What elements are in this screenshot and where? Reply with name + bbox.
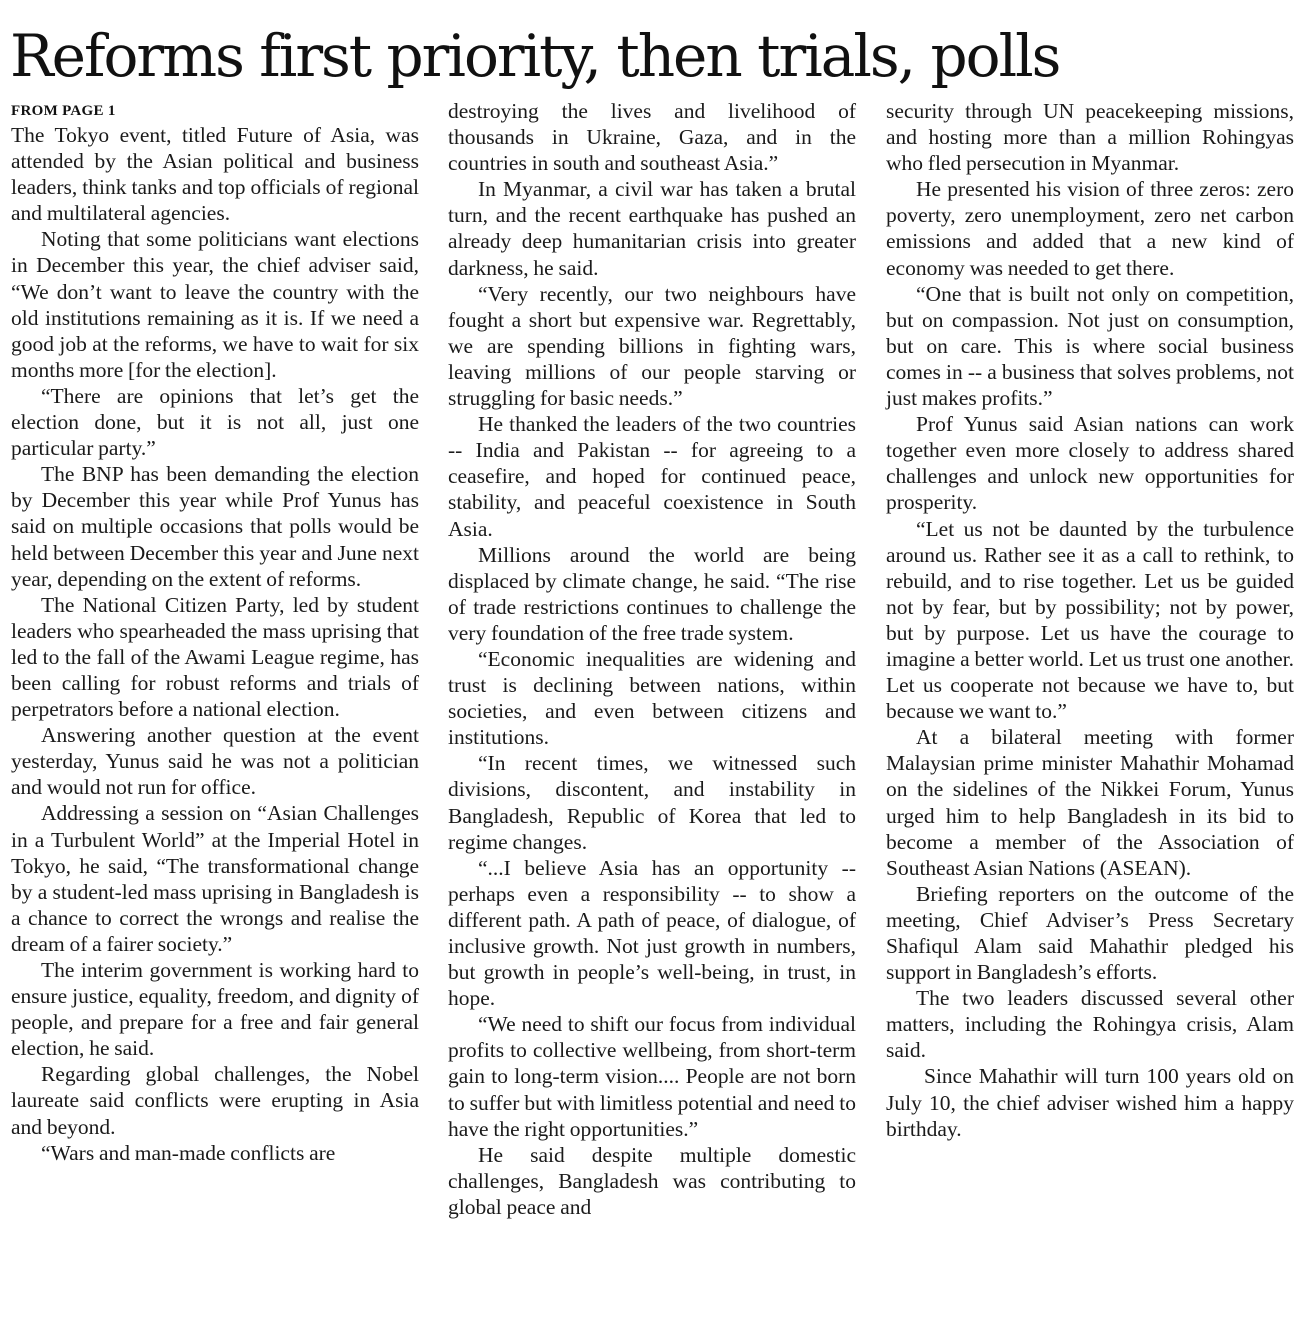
- paragraph: He thanked the leaders of the two countries -- India and Pakistan -- for agreeing to a ceasefire, and hoped for continued peace, stability, and peaceful coexistence in South Asia.: [448, 412, 856, 541]
- paragraph: “There are opinions that let’s get the election done, but it is not all, just one particular party.”: [11, 383, 419, 461]
- article-column-3: [886, 98, 1294, 1142]
- paragraph: “...I believe Asia has an opportunity -- perhaps even a responsibility -- to show a different path. A path of peace, of dialogue, of inclusive growth. Not just growth in numbers, but growth in people’s well-being, in trust, in hope.: [448, 855, 856, 1011]
- paragraph: “Wars and man-made conflicts are: [41, 1140, 336, 1165]
- paragraph: destroying the lives and livelihood of thousands in Ukraine, Gaza, and in the countries in south and southeast Asia.”: [448, 99, 856, 176]
- paragraph: He said despite multiple domestic challenges, Bangladesh was contributing to global peace and: [448, 1142, 856, 1219]
- paragraph: Prof Yunus said Asian nations can work together even more closely to address shared challenges and unlock new opportunities for prosperity.: [886, 412, 1294, 515]
- paragraph: The National Citizen Party, led by student leaders who spearheaded the mass uprising that led to the fall of the Awami League regime, has been calling for robust reforms and trials of perpetrators before a national election.: [11, 592, 419, 722]
- paragraph: “One that is built not only on competition, but on compassion. Not just on consumption, but on care. This is where social business comes in -- a business that solves problems, not just makes profits.”: [886, 281, 1294, 411]
- paragraph: The interim government is working hard to ensure justice, equality, freedom, and dignity of people, and prepare for a free and fair general election, he said.: [11, 958, 419, 1061]
- headline: Reforms first priority, then trials, polls: [10, 22, 1060, 90]
- paragraph: Regarding global challenges, the Nobel laureate said conflicts were erupting in Asia and beyond.: [11, 1062, 419, 1139]
- paragraph: Addressing a session on “Asian Challenges in a Turbulent World” at the Imperial Hotel in Tokyo, he said, “The transformational change by a student-led mass uprising in Bangladesh is a chance to correct the wrongs and realise the dream of a fairer society.”: [11, 801, 419, 956]
- paragraph: “Very recently, our two neighbours have fought a short but expensive war. Regrettably, we are spending billions in fighting wars, leaving millions of our people starving or struggling for basic needs.”: [448, 281, 856, 411]
- paragraph: The two leaders discussed several other matters, including the Rohingya crisis, Alam said.: [886, 986, 1294, 1063]
- from-page-kicker: FROM PAGE 1: [11, 103, 116, 119]
- article-column-1: [11, 122, 419, 1166]
- paragraph: He presented his vision of three zeros: zero poverty, zero unemployment, zero net carbon emissions and added that a new kind of economy was needed to get there.: [886, 177, 1294, 280]
- paragraph: Briefing reporters on the outcome of the meeting, Chief Adviser’s Press Secretary Shafiqul Alam said Mahathir pledged his support in Bangladesh’s efforts.: [886, 881, 1294, 985]
- paragraph: “In recent times, we witnessed such divisions, discontent, and instability in Bangladesh, Republic of Korea that led to regime changes.: [448, 751, 856, 854]
- paragraph: “We need to shift our focus from individual profits to collective wellbeing, from short-term gain to long-term vision.... People are not born to suffer but with limitless potential and need to have the right opportunities.”: [448, 1012, 856, 1141]
- paragraph: “Economic inequalities are widening and trust is declining between nations, within societies, and even between citizens and institutions.: [448, 646, 856, 750]
- paragraph: Millions around the world are being displaced by climate change, he said. “The rise of trade restrictions continues to challenge the very foundation of the free trade system.: [448, 542, 856, 645]
- paragraph: The BNP has been demanding the election by December this year while Prof Yunus has said on multiple occasions that polls would be held between December this year and June next year, depending on the extent of reforms.: [11, 462, 419, 591]
- article-column-2: [448, 98, 856, 1220]
- paragraph: Since Mahathir will turn 100 years old on July 10, the chief adviser wished him a happy birthday.: [886, 1064, 1294, 1141]
- paragraph: At a bilateral meeting with former Malaysian prime minister Mahathir Mohamad on the sidelines of the Nikkei Forum, Yunus urged him to help Bangladesh in its bid to become a member of the Association of Southeast Asian Nations (ASEAN).: [886, 725, 1294, 880]
- paragraph: security through UN peacekeeping missions, and hosting more than a million Rohingyas who fled persecution in Myanmar.: [886, 99, 1294, 176]
- paragraph: The Tokyo event, titled Future of Asia, was attended by the Asian political and business leaders, think tanks and top officials of regional and multilateral agencies.: [11, 123, 419, 226]
- paragraph: Answering another question at the event yesterday, Yunus said he was not a politician and would not run for office.: [11, 723, 419, 800]
- paragraph: In Myanmar, a civil war has taken a brutal turn, and the recent earthquake has pushed an already deep humanitarian crisis into greater darkness, he said.: [448, 177, 856, 280]
- paragraph: Noting that some politicians want elections in December this year, the chief adviser said, “We don’t want to leave the country with the old institutions remaining as it is. If we need a good job at the reforms, we have to wait for six months more [for the election].: [11, 227, 419, 382]
- paragraph: “Let us not be daunted by the turbulence around us. Rather see it as a call to rethink, to rebuild, and to rise together. Let us be guided not by fear, but by possibility; not by power, but by purpose. Let us have the courage to imagine a better world. Let us trust one another. Let us cooperate not because we have to, but because we want to.”: [886, 516, 1294, 724]
